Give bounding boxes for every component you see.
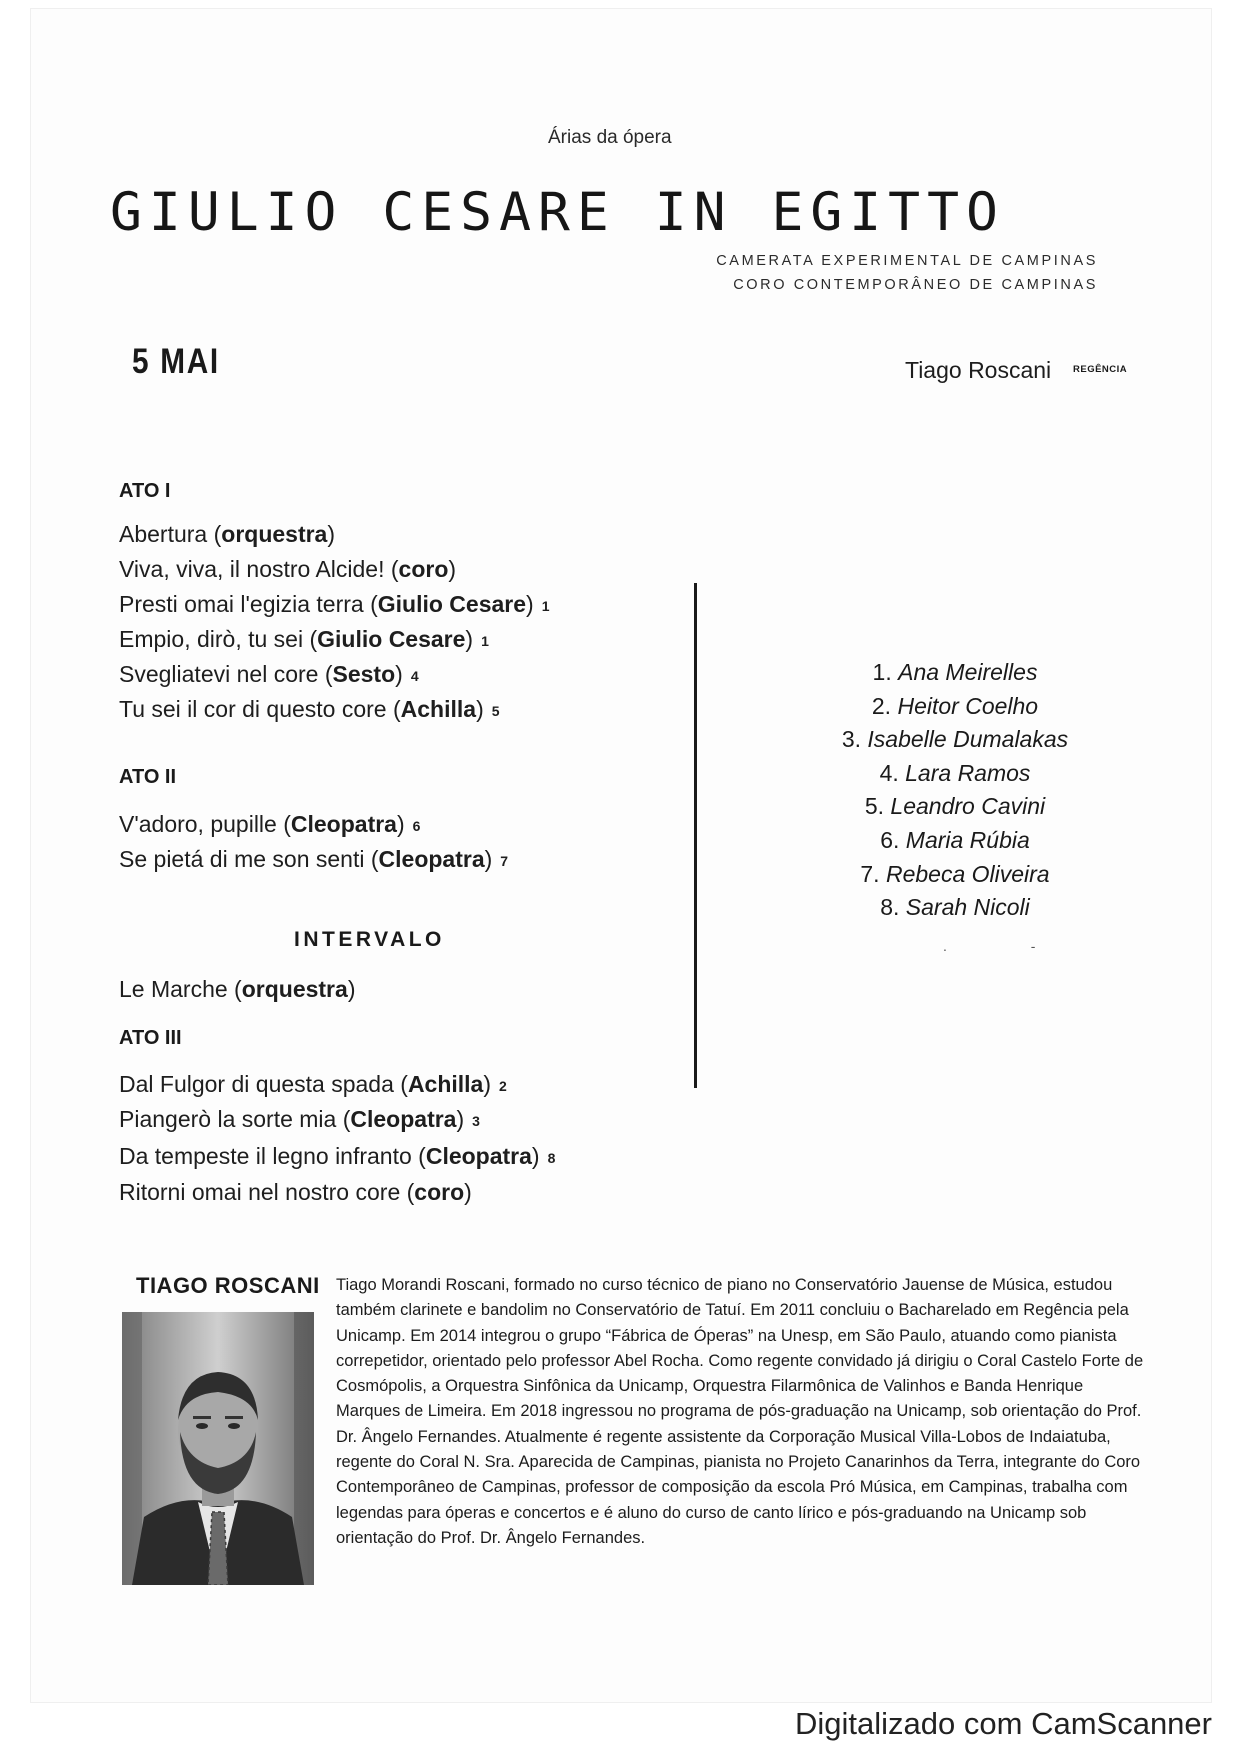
conductor-name: Tiago Roscani xyxy=(905,357,1052,383)
bio-name: TIAGO ROSCANI xyxy=(136,1273,320,1298)
program-item: Abertura (orquestra) xyxy=(119,521,336,547)
bio-text: Tiago Morandi Roscani, formado no curso técnico de piano no Conservatório Jauense de Música, estudou também clarinete e bandolim no Conservatório de Tatuí. Em 2011 concluiu o Bacharelado em Regência pela Unicamp. Em 2014 integrou o grupo “Fábrica de Óperas” na Unesp, em São Paulo, atuando como pianista correpetidor, orientado pelo professor Abel Rocha. Como regente convidado já dirigiu o Coral Castelo Forte de Cosmópolis, a Orquestra Sinfônica da Unicamp, Orquestra Filarmônica de Valinhos e Banda Henrique Marques de Limeira. Em 2018 ingressou no programa de pós-graduação na Unicamp, sob orientação do Prof. Dr. Ângelo Fernandes. Atualmente é regente assistente da Corporação Musical Villa-Lobos de Indaiatuba, regente do Coral N. Sra. Aparecida de Campinas, pianista no Projeto Canarinhos da Terra, integrante do Coro Contemporâneo de Campinas, professor de composição da escola Pró Música, em Campinas, trabalha com legendas para óperas e concertos e é aluno do curso de canto lírico e pós-graduando na Unicamp sob orientação do Prof. Dr. Ângelo Fernandes. xyxy=(336,1276,1144,1547)
program-item: V'adoro, pupille (Cleopatra) 6 xyxy=(119,811,421,837)
program-item: Viva, viva, il nostro Alcide! (coro) xyxy=(119,556,457,582)
cast-item: 5. Leandro Cavini xyxy=(864,793,1046,820)
column-divider xyxy=(694,583,697,1088)
program-item: Piangerò la sorte mia (Cleopatra) 3 xyxy=(119,1106,480,1132)
program-item: Le Marche (orquestra) xyxy=(119,976,356,1002)
program-item: Svegliatevi nel core (Sesto) 4 xyxy=(119,661,419,687)
concert-date: 5 MAI xyxy=(132,342,220,381)
act-3-heading: ATO III xyxy=(119,1027,182,1049)
act-1-heading: ATO I xyxy=(119,480,171,502)
interval-heading: INTERVALO xyxy=(294,928,445,951)
scanner-watermark: Digitalizado com CamScanner xyxy=(795,1706,1212,1741)
cast-list xyxy=(790,656,1120,925)
cast-item: 4. Lara Ramos xyxy=(879,759,1031,786)
cast-item: 1. Ana Meirelles xyxy=(872,659,1038,685)
program-item: Presti omai l'egizia terra (Giulio Cesare) 1 xyxy=(119,591,550,617)
cast-item: 2. Heitor Coelho xyxy=(871,692,1039,719)
conductor-role: REGÊNCIA xyxy=(1073,364,1128,375)
opera-subtitle: Árias da ópera xyxy=(548,127,672,148)
conductor-photo xyxy=(122,1312,314,1585)
program-item: Se pietá di me son senti (Cleopatra) 7 xyxy=(119,846,509,872)
cast-marks: . - xyxy=(943,938,1076,954)
opera-title: GIULIO CESARE IN EGITTO xyxy=(110,182,1005,243)
ensemble-coro: CORO CONTEMPORÂNEO DE CAMPINAS xyxy=(733,277,1098,293)
ensemble-camerata: CAMERATA EXPERIMENTAL DE CAMPINAS xyxy=(716,253,1098,269)
program-item: Da tempeste il legno infranto (Cleopatra) 8 xyxy=(119,1143,556,1169)
act-2-heading: ATO II xyxy=(119,766,177,788)
program-item: Dal Fulgor di questa spada (Achilla) 2 xyxy=(119,1071,507,1097)
cast-item: 7. Rebeca Oliveira xyxy=(860,860,1050,887)
cast-item: 8. Sarah Nicoli xyxy=(880,894,1030,921)
program-item: Tu sei il cor di questo core (Achilla) 5 xyxy=(119,696,500,722)
cast-item: 6. Maria Rúbia xyxy=(880,826,1030,853)
portrait-image xyxy=(122,1312,314,1585)
cast-item: 3. Isabelle Dumalakas xyxy=(841,726,1069,753)
program-item: Ritorni omai nel nostro core (coro) xyxy=(119,1179,472,1205)
program-item: Empio, dirò, tu sei (Giulio Cesare) 1 xyxy=(119,626,489,652)
